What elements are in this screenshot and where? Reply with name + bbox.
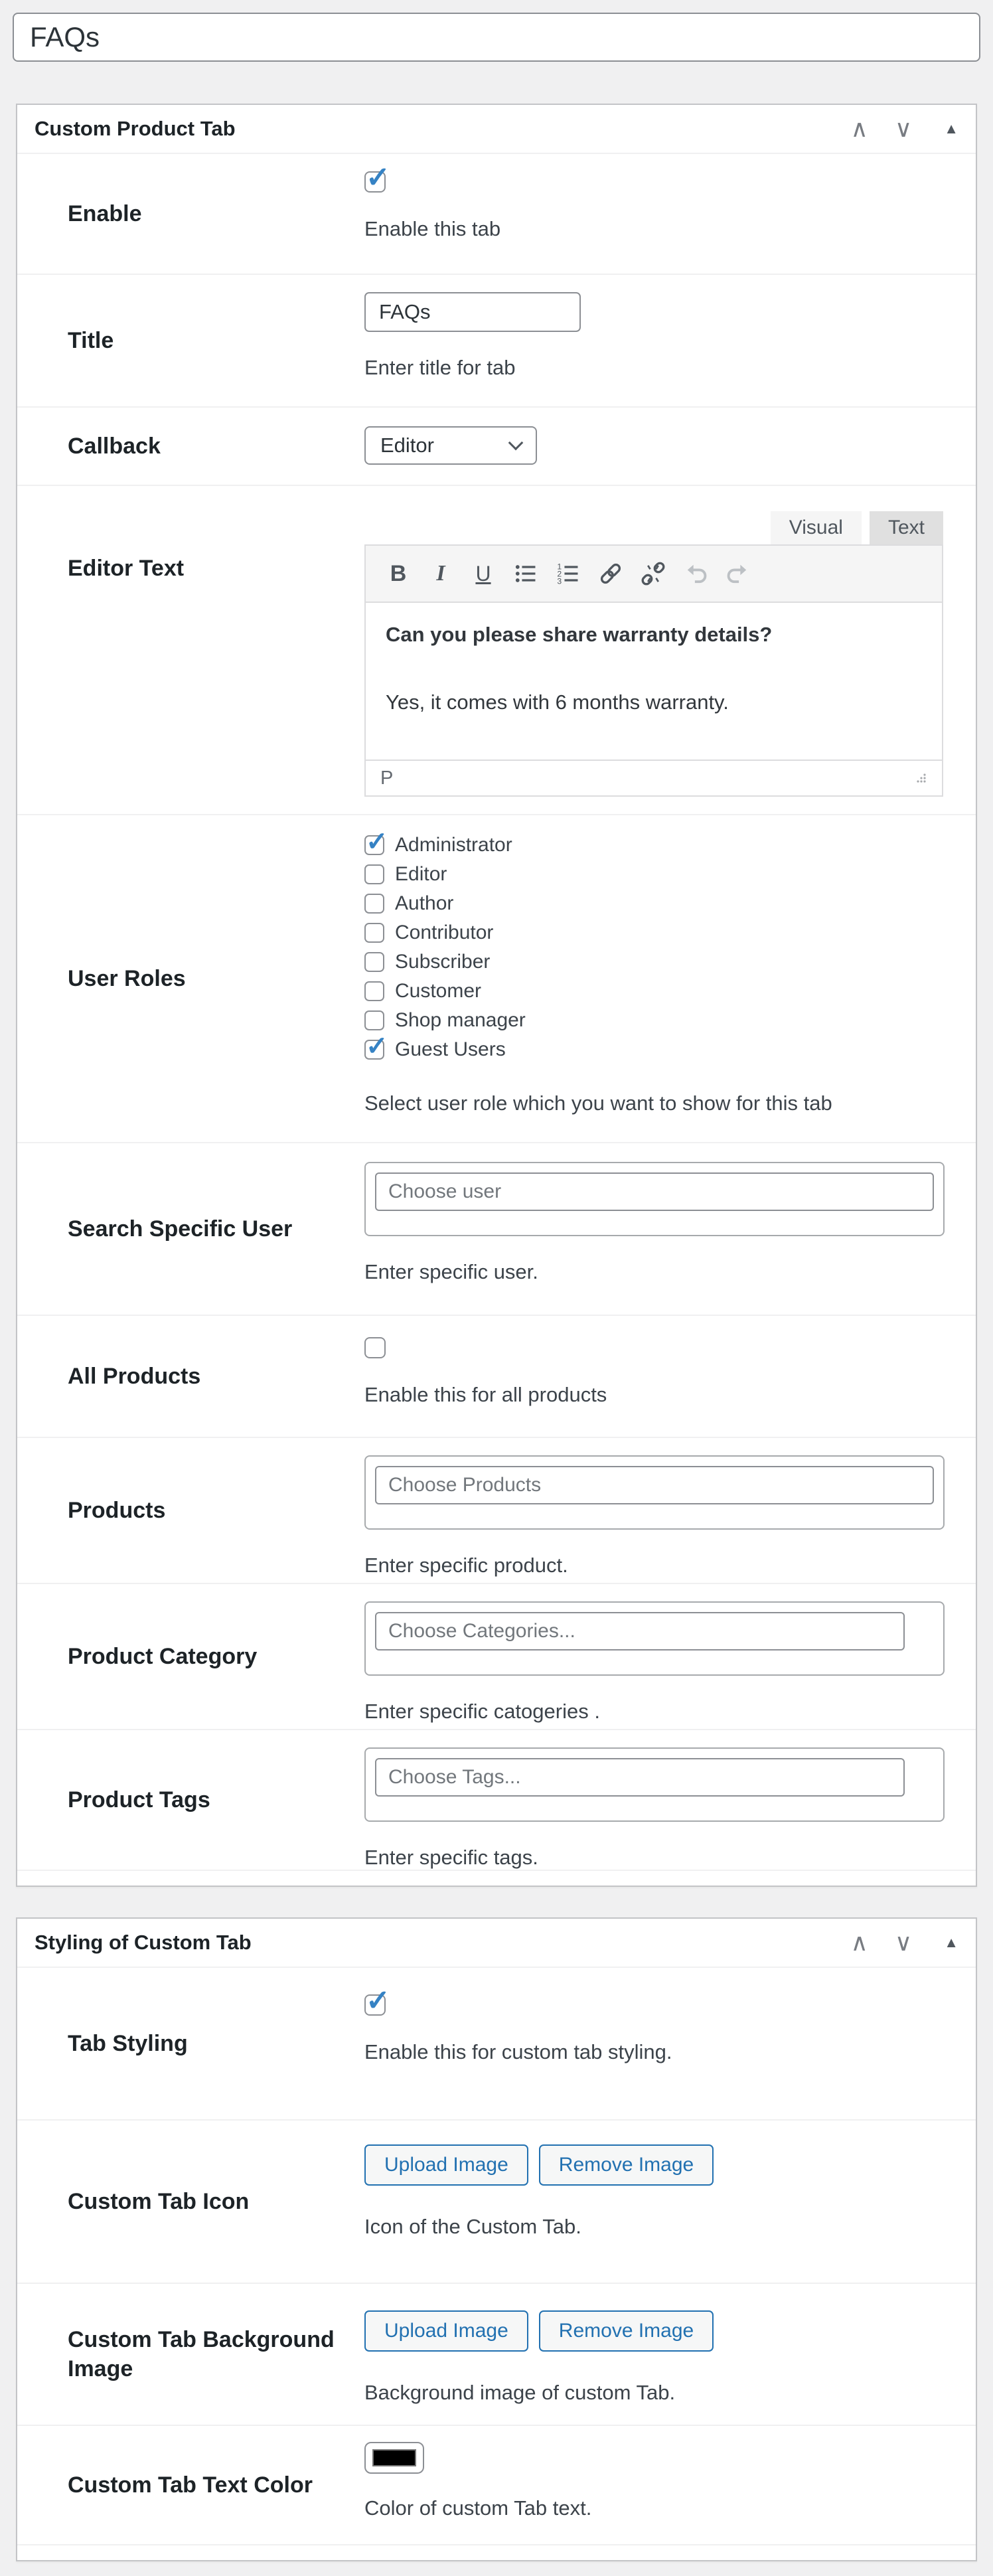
editor-text-row <box>17 486 976 815</box>
role-label: Subscriber <box>395 951 491 973</box>
product-category-row <box>17 1584 976 1730</box>
tab-styling-row <box>17 1968 976 2121</box>
role-label: Author <box>395 892 454 914</box>
check-icon: ✓ <box>366 161 390 194</box>
custom-tab-text-color-row <box>17 2426 976 2545</box>
enable-row <box>17 154 976 275</box>
role-checkbox-shop-manager[interactable] <box>364 1010 384 1030</box>
move-down-icon[interactable]: ∨ <box>894 115 913 142</box>
resize-grippy-icon[interactable] <box>915 772 927 784</box>
role-item-guest-users <box>364 1032 957 1061</box>
choose-user-input[interactable] <box>375 1172 934 1211</box>
all-products-row <box>17 1316 976 1438</box>
color-picker-button[interactable] <box>364 2442 424 2474</box>
custom-tab-background-row <box>17 2284 976 2426</box>
all-products-label: All Products <box>68 1363 201 1389</box>
product-tags-label: Product Tags <box>68 1787 210 1812</box>
title-input[interactable] <box>364 292 581 332</box>
post-title-wrap <box>0 0 993 62</box>
tab-styling-label: Tab Styling <box>68 2030 188 2056</box>
move-down-icon[interactable]: ∨ <box>894 1929 913 1956</box>
role-label: Shop manager <box>395 1009 526 1031</box>
tab-text[interactable]: Text <box>870 511 943 544</box>
remove-image-button[interactable]: Remove Image <box>539 2310 714 2352</box>
custom-tab-icon-row <box>17 2121 976 2284</box>
role-item-administrator <box>364 827 957 856</box>
check-icon: ✓ <box>366 827 388 856</box>
editor-tabs <box>364 511 943 544</box>
title-row <box>17 275 976 408</box>
svg-text:3: 3 <box>557 576 562 586</box>
products-desc: Enter specific product. <box>364 1554 568 1577</box>
italic-icon[interactable]: I <box>436 561 445 586</box>
all-products-desc: Enable this for all products <box>364 1383 607 1406</box>
search-user-desc: Enter specific user. <box>364 1260 538 1283</box>
color-swatch <box>372 2449 416 2466</box>
editor-path: P <box>380 767 394 789</box>
metabox-header[interactable] <box>17 105 976 154</box>
upload-image-button[interactable]: Upload Image <box>364 2310 528 2352</box>
product-category-label: Product Category <box>68 1643 258 1669</box>
page-bottom-spacer <box>0 2561 993 2576</box>
role-checkbox-customer[interactable] <box>364 981 384 1001</box>
search-specific-user-row <box>17 1143 976 1316</box>
user-roles-label: User Roles <box>68 965 186 991</box>
custom-tab-text-color-label: Custom Tab Text Color <box>68 2472 313 2498</box>
collapse-toggle-icon[interactable]: ▲ <box>944 1934 958 1951</box>
styling-custom-tab-metabox <box>16 1917 977 2561</box>
role-checkbox-guest-users[interactable] <box>364 1032 388 1061</box>
product-category-desc: Enter specific catogeries . <box>364 1700 600 1723</box>
bold-icon[interactable]: B <box>390 560 407 586</box>
redo-icon[interactable] <box>719 556 757 591</box>
numbered-list-icon[interactable] <box>549 556 587 591</box>
undo-icon[interactable] <box>676 556 715 591</box>
title-desc: Enter title for tab <box>364 356 516 379</box>
all-products-checkbox[interactable] <box>364 1337 386 1358</box>
role-checkbox-subscriber[interactable] <box>364 952 384 972</box>
post-title-input[interactable] <box>13 13 980 62</box>
editor-answer: Yes, it comes with 6 months warranty. <box>386 690 729 714</box>
choose-products-container[interactable] <box>364 1455 945 1530</box>
user-roles-row <box>17 815 976 1143</box>
tab-styling-checkbox[interactable] <box>364 1984 390 2017</box>
product-tags-desc: Enter specific tags. <box>364 1846 538 1869</box>
choose-tags-input[interactable] <box>375 1758 905 1797</box>
custom-product-tab-metabox <box>16 104 977 1887</box>
role-label: Guest Users <box>395 1038 506 1060</box>
role-label: Editor <box>395 863 447 885</box>
underline-icon[interactable]: U <box>475 561 491 586</box>
choose-products-input[interactable] <box>375 1466 934 1504</box>
choose-tags-container[interactable] <box>364 1747 945 1822</box>
role-label: Administrator <box>395 834 512 856</box>
products-label: Products <box>68 1497 166 1523</box>
role-checkbox-author[interactable] <box>364 894 384 914</box>
editor-text-label: Editor Text <box>68 556 185 581</box>
custom-tab-background-label: Custom Tab Background Image <box>68 2326 335 2381</box>
editor-question: Can you please share warranty details? <box>386 623 773 646</box>
enable-desc: Enable this tab <box>364 217 501 240</box>
unlink-icon[interactable] <box>634 556 672 591</box>
role-item-author <box>364 892 957 915</box>
role-item-shop-manager <box>364 1009 957 1032</box>
role-checkbox-contributor[interactable] <box>364 923 384 943</box>
wp-editor <box>364 511 943 797</box>
title-label: Title <box>68 327 114 353</box>
enable-checkbox[interactable] <box>364 161 390 194</box>
custom-tab-icon-desc: Icon of the Custom Tab. <box>364 2215 581 2238</box>
tab-visual[interactable]: Visual <box>771 511 862 544</box>
move-up-icon[interactable]: ∧ <box>850 1929 868 1956</box>
product-tags-row <box>17 1730 976 1871</box>
metabox-title: Custom Product Tab <box>35 117 236 140</box>
role-label: Contributor <box>395 922 494 943</box>
callback-select-value: Editor <box>380 434 434 457</box>
metabox-header[interactable] <box>17 1919 976 1968</box>
role-item-subscriber <box>364 951 957 973</box>
role-checkbox-editor[interactable] <box>364 864 384 884</box>
move-up-icon[interactable]: ∧ <box>850 115 868 142</box>
callback-row <box>17 408 976 486</box>
search-user-label: Search Specific User <box>68 1216 293 1242</box>
products-row <box>17 1438 976 1584</box>
choose-categories-input[interactable] <box>375 1612 905 1650</box>
link-icon[interactable] <box>591 556 630 591</box>
custom-tab-background-desc: Background image of custom Tab. <box>364 2381 676 2404</box>
choose-user-container[interactable] <box>364 1162 945 1236</box>
callback-select[interactable] <box>364 426 537 465</box>
svg-text:1: 1 <box>557 562 562 572</box>
role-item-contributor <box>364 922 957 944</box>
svg-text:2: 2 <box>557 569 562 579</box>
custom-tab-icon-label: Custom Tab Icon <box>68 2188 250 2214</box>
role-item-editor <box>364 863 957 886</box>
remove-image-button[interactable]: Remove Image <box>539 2144 714 2186</box>
editor-toolbar <box>366 546 942 603</box>
user-roles-desc: Select user role which you want to show for this tab <box>364 1091 832 1115</box>
check-icon: ✓ <box>366 1032 388 1061</box>
check-icon: ✓ <box>366 1984 390 2017</box>
editor-statusbar <box>366 760 942 795</box>
enable-label: Enable <box>68 201 142 226</box>
tab-styling-desc: Enable this for custom tab styling. <box>364 2040 672 2063</box>
callback-label: Callback <box>68 433 161 459</box>
custom-tab-text-color-desc: Color of custom Tab text. <box>364 2496 592 2520</box>
bullet-list-icon[interactable] <box>506 556 545 591</box>
collapse-toggle-icon[interactable]: ▲ <box>944 120 958 137</box>
role-item-customer <box>364 980 957 1003</box>
chevron-down-icon <box>508 436 524 451</box>
choose-categories-container[interactable] <box>364 1601 945 1676</box>
role-label: Customer <box>395 980 482 1002</box>
metabox-title: Styling of Custom Tab <box>35 1931 252 1954</box>
upload-image-button[interactable]: Upload Image <box>364 2144 528 2186</box>
role-checkbox-administrator[interactable] <box>364 827 388 856</box>
editor-content[interactable] <box>366 603 942 760</box>
